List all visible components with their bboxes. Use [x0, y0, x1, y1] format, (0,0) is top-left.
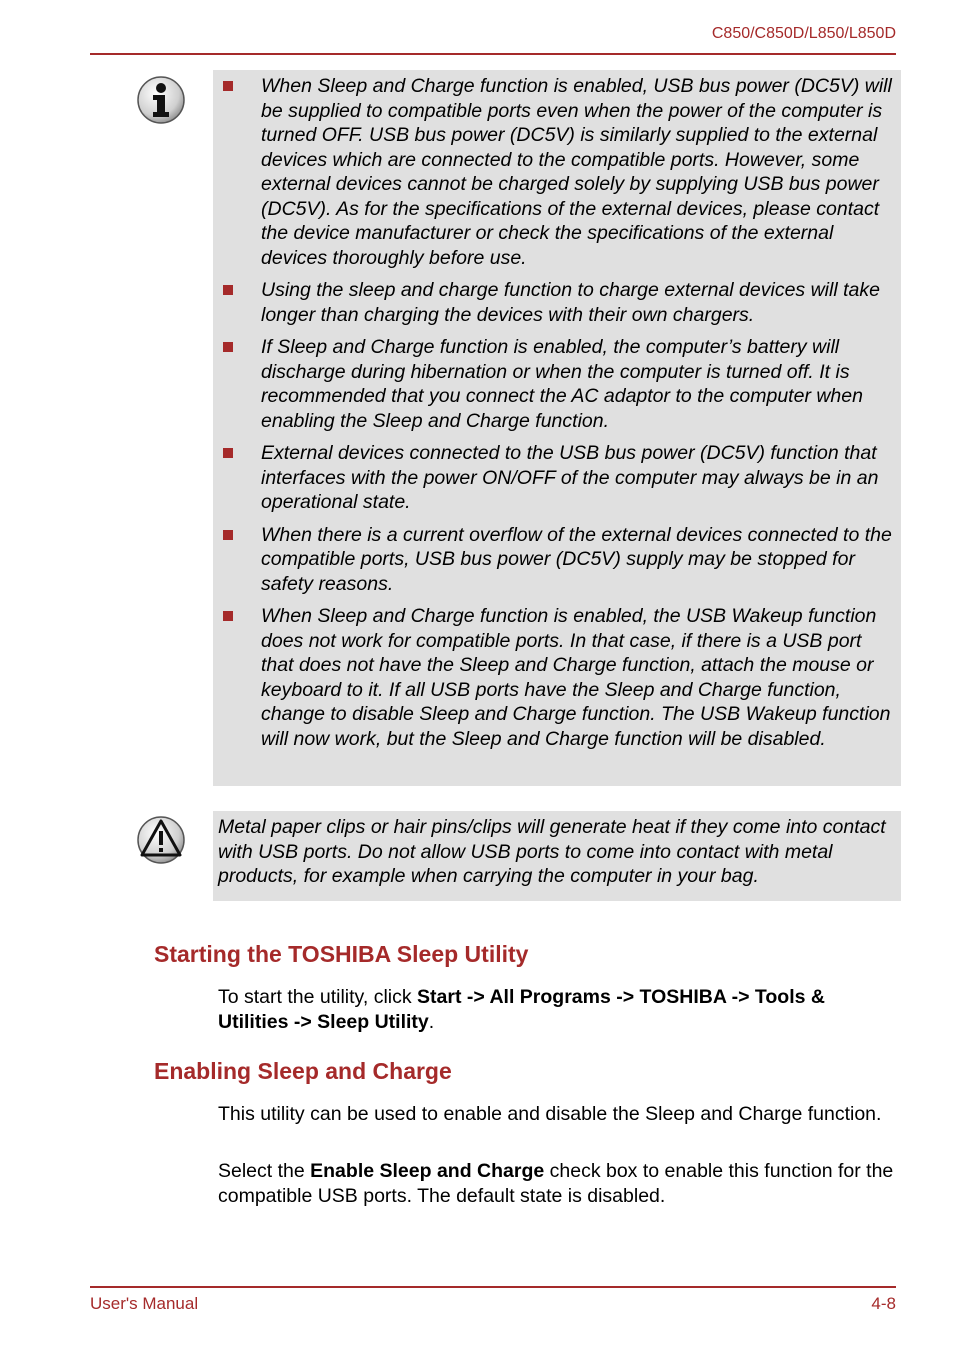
footer-rule [90, 1286, 896, 1288]
list-item: If Sleep and Charge function is enabled, the computer’s battery will discharge during hibernation or when the computer is turned off. It is recommended that you connect the AC adaptor to the computer when enabling the Sleep and Charge function. [218, 335, 893, 433]
warning-note [213, 811, 901, 901]
bullet-icon [223, 448, 233, 458]
info-icon [136, 75, 186, 125]
footer-manual-title: User's Manual [90, 1294, 199, 1313]
header-model: C850/C850D/L850/L850D [711, 25, 896, 42]
section-heading-enable-sleep-charge: Enabling Sleep and Charge [154, 1058, 452, 1084]
list-item: When Sleep and Charge function is enabled, the USB Wakeup function does not work for compatible ports. In that case, if there is a USB port that does not have the Sleep and Charge function, attach the mouse or keyboard to it. If all USB ports have the Sleep and Charge function, change to disable Sleep and Charge function. The USB Wakeup function will now work, but the Sleep and Charge function will be disabled. [218, 604, 893, 751]
menu-path: Start -> All Programs -> TOSHIBA -> Tools & Utilities -> Sleep Utility [218, 986, 825, 1033]
list-item: When there is a current overflow of the external devices connected to the compatible ports, USB bus power (DC5V) supply may be stopped for safety reasons. [218, 523, 893, 597]
warning-text: Metal paper clips or hair pins/clips will generate heat if they come into contact with USB ports. Do not allow USB ports to come into contact with metal products, for example when carrying the computer in your bag. [218, 816, 886, 887]
header-rule [90, 53, 896, 55]
bullet-icon [223, 285, 233, 295]
bullet-icon [223, 342, 233, 352]
list-item: Using the sleep and charge function to charge external devices will take longer than charging the devices with their own chargers. [218, 278, 893, 327]
enable-paragraph-1: This utility can be used to enable and disable the Sleep and Charge function. [218, 1103, 882, 1125]
start-utility-paragraph: To start the utility, click Start -> All Programs -> TOSHIBA -> Tools & Utilities -> Sleep Utility. [218, 986, 825, 1033]
bullet-icon [223, 530, 233, 540]
list-item: When Sleep and Charge function is enabled, USB bus power (DC5V) will be supplied to compatible ports even when the power of the computer is turned OFF. USB bus power (DC5V) is similarly supplied to the external devices which are connected to the compatible ports. However, some external devices cannot be charged solely by supplying USB bus power (DC5V). As for the specifications of the external devices, please contact the device manufacturer or check the specifications of the external devices thoroughly before use. [218, 74, 893, 270]
list-item: External devices connected to the USB bus power (DC5V) function that interfaces with the power ON/OFF of the computer may always be in an operational state. [218, 441, 893, 515]
page-number: 4-8 [871, 1294, 896, 1313]
bullet-icon [223, 81, 233, 91]
checkbox-label: Enable Sleep and Charge [310, 1160, 545, 1182]
enable-paragraph-2: Select the Enable Sleep and Charge check box to enable this function for the compatible USB ports. The default state is disabled. [218, 1160, 894, 1207]
warning-icon [136, 815, 186, 865]
section-heading-start-utility: Starting the TOSHIBA Sleep Utility [154, 941, 529, 967]
info-note [213, 70, 901, 786]
bullet-icon [223, 611, 233, 621]
